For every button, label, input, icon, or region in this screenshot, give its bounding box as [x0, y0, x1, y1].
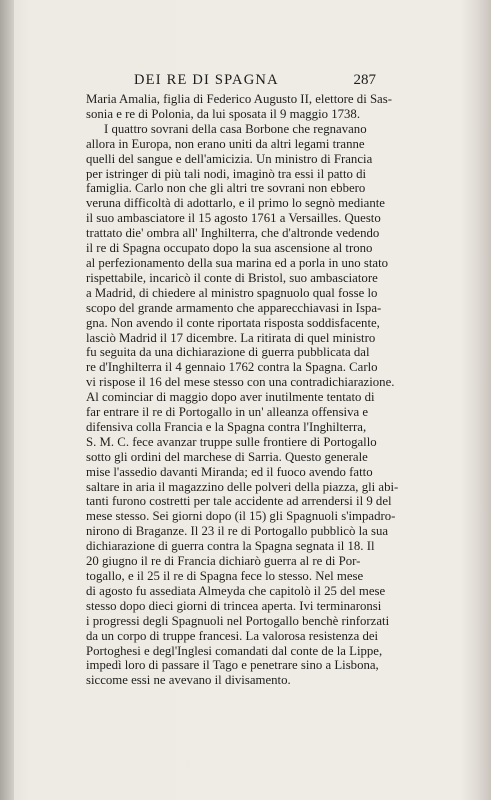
text-line: mise l'assedio davanti Miranda; ed il fuoco avendo fatto — [86, 464, 373, 479]
text-line: dichiarazione di guerra contra la Spagna segnata il 18. Il — [86, 539, 375, 554]
text-line: far entrare il re di Portogallo in un' alleanza offensiva e — [86, 405, 369, 420]
text-line: Portoghesi e degl'Inglesi comandati dal conte de la Lippe, — [86, 643, 383, 658]
text-line: togallo, e il 25 il re di Spagna fece lo stesso. Nel mese — [86, 569, 364, 583]
text-line: difensiva colla Francia e la Spagna contra l'Inghilterra, — [86, 419, 367, 434]
text-line: quelli del sangue e dell'amicizia. Un ministro di Francia — [86, 151, 373, 166]
text-line: per istringer di più tali nodi, imaginò tra essi il patto di — [86, 166, 367, 181]
text-line: fu seguita da una dichiarazione di guerra pubblicata dal — [86, 345, 370, 360]
text-line: al perfezionamento della sua marina ed a porla in uno stato — [86, 255, 389, 270]
text-line: Al cominciar di maggio dopo aver inutilmente tentato di — [86, 390, 375, 405]
page-number: 287 — [353, 72, 376, 88]
text-line: saltare in aria il magazzino delle polveri della piazza, gli abi- — [86, 479, 399, 494]
text-line: mese stesso. Sei giorni dopo (il 15) gli Spagnuoli s'impadro- — [86, 509, 396, 524]
text-line: gna. Non avendo il conte riportata risposta soddisfacente, — [86, 315, 380, 330]
text-line: stesso dopo dieci giorni di trincea aperta. Ivi terminaronsi — [86, 598, 382, 613]
text-line: sonia e re di Polonia, da lui sposata il 9 maggio 1738. — [86, 106, 361, 121]
text-line: 20 giugno il re di Francia dichiarò guerra al re di Por- — [86, 554, 361, 569]
text-line: tanti furono costretti per tale accidente ad arrendersi il 9 del — [86, 494, 392, 509]
text-line: scopo del grande armamento che apparecchiavasi in Ispa- — [86, 300, 382, 315]
text-line: S. M. C. fece avanzar truppe sulle frontiere di Portogallo — [86, 434, 377, 449]
text-line: re d'Inghilterra il 4 gennaio 1762 contra la Spagna. Carlo — [86, 360, 378, 375]
text-line: vi rispose il 16 del mese stesso con una contradichiarazione. — [86, 375, 395, 390]
text-line: lasciò Madrid il 17 dicembre. La ritirata di quel ministro — [86, 330, 376, 345]
running-title: DEI RE DI SPAGNA — [134, 72, 279, 88]
text-line: sotto gli ordini del marchese di Sarria. Questo generale — [86, 449, 368, 464]
text-line: di agosto fu assediata Almeyda che capitolò il 25 del mese — [86, 583, 386, 598]
text-line: trattato die' ombra all' Inghilterra, che d'altronde vedendo — [86, 226, 380, 241]
text-line: il suo ambasciatore il 15 agosto 1761 a Versailles. Questo — [86, 211, 381, 226]
body-text — [86, 92, 399, 688]
text-line: famiglia. Carlo non che gli altri tre sovrani non ebbero — [86, 181, 366, 196]
page-gutter-shadow — [0, 0, 14, 800]
text-line: siccome essi ne avevano il divisamento. — [86, 673, 291, 688]
text-line: da un corpo di truppe francesi. La valorosa resistenza dei — [86, 628, 379, 643]
text-line: I quattro sovrani della casa Borbone che regnavano — [104, 121, 367, 136]
text-line: i progressi degli Spagnuoli nel Portogallo benchè rinforzati — [86, 613, 390, 628]
text-line: Maria Amalia, figlia di Federico Augusto II, elettore di Sas- — [86, 92, 392, 106]
text-line: rispettabile, incaricò il conte di Bristol, suo ambasciatore — [86, 270, 378, 285]
text-line: il re di Spagna occupato dopo la sua ascensione al trono — [86, 241, 373, 256]
text-line: a Madrid, di chiedere al ministro spagnuolo qual fosse lo — [86, 285, 378, 300]
text-line: allora in Europa, non erano uniti da altri legami tranne — [86, 136, 365, 151]
text-line: veruna difficoltà di adottarlo, e il primo lo segnò mediante — [86, 196, 385, 211]
text-line: impedì loro di passare il Tago e penetrare sino a Lisbona, — [86, 658, 379, 673]
text-line: nirono di Braganze. Il 23 il re di Portogallo pubblicò la sua — [86, 524, 389, 539]
